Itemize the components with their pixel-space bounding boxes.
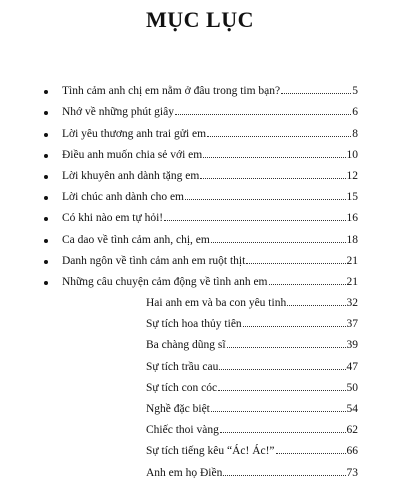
toc-entry-page: 16: [346, 212, 358, 225]
dot-leader: [203, 157, 345, 158]
toc-entry[interactable]: [0, 249, 400, 270]
toc-entry[interactable]: [0, 376, 400, 397]
toc-entry-title: Ba chàng dũng sĩ: [146, 339, 226, 352]
toc-entry[interactable]: [0, 100, 400, 121]
toc-entry-page: 39: [346, 339, 358, 352]
dot-leader: [185, 199, 346, 200]
toc-entry-page: 21: [346, 254, 358, 267]
toc-entry[interactable]: [0, 227, 400, 248]
toc-entry-title: Những câu chuyện cảm động về tình anh em: [62, 275, 268, 288]
toc-entry[interactable]: [0, 121, 400, 142]
bullet-icon: [44, 154, 48, 158]
toc-entry-page: 47: [346, 360, 358, 373]
toc-entry-page: 18: [346, 233, 358, 246]
toc-entry[interactable]: [0, 79, 400, 100]
toc-entry-title: Nghề đặc biệt: [146, 403, 210, 415]
dot-leader: [164, 220, 345, 221]
table-of-contents: [0, 79, 400, 482]
toc-entry-title: Có khi nào em tự hỏi!: [62, 212, 164, 225]
dot-leader: [269, 284, 346, 285]
bullet-icon: [44, 239, 48, 243]
toc-entry-title: Sự tích con cóc: [146, 381, 218, 394]
dot-leader: [218, 390, 345, 391]
toc-entry[interactable]: [0, 291, 400, 312]
dot-leader: [243, 326, 346, 327]
toc-entry-title: Chiếc thoi vàng: [146, 424, 219, 437]
dot-leader: [223, 475, 345, 476]
toc-entry-title: Sự tích trầu cau: [146, 360, 219, 373]
toc-entry-title: Sự tích tiếng kêu “Ác! Ác!”: [146, 445, 275, 458]
bullet-icon: [44, 281, 48, 285]
toc-entry[interactable]: [0, 143, 400, 164]
bullet-icon: [44, 90, 48, 94]
toc-entry[interactable]: [0, 354, 400, 375]
toc-entry-page: 15: [346, 191, 358, 204]
toc-entry-title: Hai anh em và ba con yêu tinh: [146, 297, 287, 310]
dot-leader: [211, 242, 346, 243]
toc-entry-title: Điều anh muốn chia sẻ với em: [62, 148, 203, 161]
dot-leader: [219, 369, 345, 370]
toc-entry-title: Danh ngôn về tình cảm anh em ruột thịt: [62, 254, 246, 267]
toc-entry[interactable]: [0, 206, 400, 227]
toc-entry[interactable]: [0, 439, 400, 460]
toc-entry-page: 73: [346, 466, 358, 479]
toc-entry[interactable]: [0, 418, 400, 439]
dot-leader: [287, 305, 345, 306]
bullet-icon: [44, 260, 48, 264]
bullet-icon: [44, 175, 48, 179]
toc-entry-title: Tình cảm anh chị em nằm ở đâu trong tim bạn?: [62, 85, 281, 98]
dot-leader: [281, 93, 351, 94]
toc-entry[interactable]: [0, 333, 400, 354]
toc-entry-page: 6: [352, 106, 358, 119]
dot-leader: [200, 178, 345, 179]
page-title: MỤC LỤC: [146, 7, 254, 32]
toc-entry-page: 12: [346, 169, 358, 182]
toc-entry[interactable]: [0, 164, 400, 185]
bullet-icon: [44, 111, 48, 115]
toc-entry-page: 21: [346, 275, 358, 288]
bullet-icon: [44, 217, 48, 221]
toc-entry-page: 32: [346, 297, 358, 310]
toc-entry-page: 37: [346, 318, 358, 331]
toc-entry-page: 66: [346, 445, 358, 458]
dot-leader: [175, 114, 351, 115]
toc-entry-title: Lời khuyên anh dành tặng em: [62, 169, 200, 182]
dot-leader: [276, 453, 346, 454]
dot-leader: [211, 411, 346, 412]
toc-entry[interactable]: [0, 312, 400, 333]
dot-leader: [220, 432, 346, 433]
toc-entry-title: Anh em họ Điền: [146, 466, 223, 479]
toc-entry-title: Sự tích hoa thủy tiên: [146, 318, 242, 331]
toc-entry-page: 10: [346, 148, 358, 161]
toc-entry-page: 8: [352, 127, 358, 140]
dot-leader: [227, 347, 346, 348]
toc-entry-title: Ca dao về tình cảm anh, chị, em: [62, 233, 210, 246]
bullet-icon: [44, 133, 48, 137]
toc-entry[interactable]: [0, 270, 400, 291]
toc-entry-title: Nhớ về những phút giây: [62, 106, 174, 119]
toc-entry-page: 54: [346, 403, 358, 415]
toc-entry-title: Lời chúc anh dành cho em: [62, 191, 184, 204]
toc-entry-title: Lời yêu thương anh trai gửi em: [62, 127, 207, 140]
bullet-icon: [44, 196, 48, 200]
dot-leader: [207, 136, 351, 137]
toc-entry-page: 5: [352, 85, 358, 98]
toc-entry[interactable]: [0, 185, 400, 206]
toc-entry-page: 62: [346, 424, 358, 437]
toc-entry-page: 50: [346, 381, 358, 394]
dot-leader: [246, 263, 345, 264]
toc-entry[interactable]: [0, 460, 400, 481]
